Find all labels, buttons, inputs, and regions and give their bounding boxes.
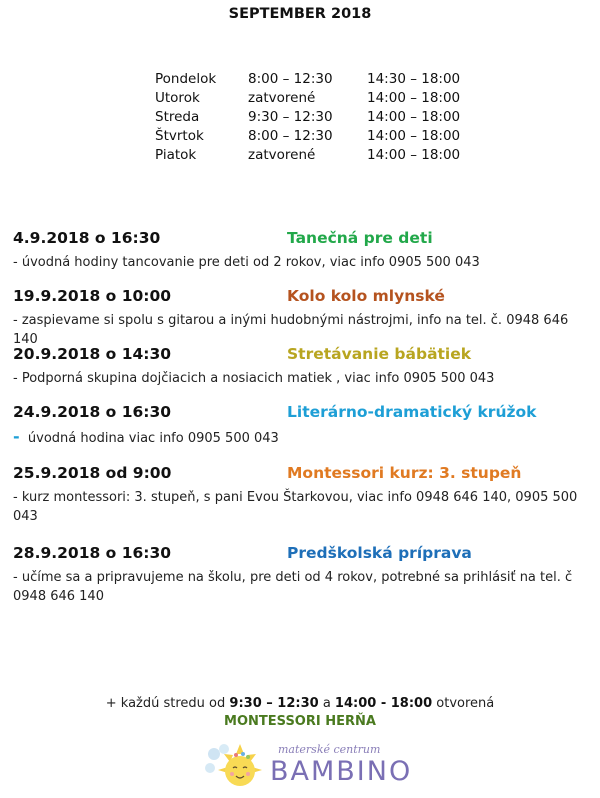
event-title: Predškolská príprava [287, 544, 472, 562]
event-date: 25.9.2018 od 9:00 [13, 464, 172, 482]
event-date: 20.9.2018 o 14:30 [13, 345, 172, 363]
event-item [13, 464, 588, 526]
day-label: Piatok [155, 147, 197, 163]
event-description: - úvodná hodiny tancovanie pre deti od 2 rokov, viac info 0905 500 043 [13, 255, 480, 270]
afternoon-hours: 14:00 – 18:00 [367, 109, 461, 125]
event-title: Stretávanie bábätiek [287, 345, 472, 363]
event-date: 24.9.2018 o 16:30 [13, 403, 172, 421]
footer-line [0, 695, 600, 713]
hours-row [155, 108, 495, 127]
event-title: Tanečná pre deti [287, 229, 433, 247]
bullet-dash: - [13, 427, 20, 446]
footer-prefix: + každú stredu od [105, 696, 230, 711]
morning-hours: zatvorené [248, 147, 316, 163]
hours-row [155, 127, 495, 146]
event-item [13, 287, 588, 349]
event-date: 19.9.2018 o 10:00 [13, 287, 172, 305]
event-title: Montessori kurz: 3. stupeň [287, 464, 522, 482]
opening-hours-table [155, 70, 495, 165]
afternoon-hours: 14:30 – 18:00 [367, 71, 461, 87]
event-item [13, 229, 588, 272]
logo-wordmark: BAMBINO [270, 756, 413, 787]
day-label: Streda [155, 109, 200, 125]
morning-hours: zatvorené [248, 90, 316, 106]
event-title: Literárno-dramatický krúžok [287, 403, 537, 421]
afternoon-hours: 14:00 – 18:00 [367, 147, 461, 163]
morning-hours: 8:00 – 12:30 [248, 71, 333, 87]
footer-time-1: 9:30 – 12:30 [229, 696, 319, 711]
hours-row [155, 89, 495, 108]
event-item [13, 345, 588, 388]
day-label: Štvrtok [155, 128, 204, 144]
page-title: SEPTEMBER 2018 [228, 6, 372, 22]
footer-mid: a [318, 696, 335, 711]
day-label: Utorok [155, 90, 200, 106]
footer-time-2: 14:00 - 18:00 [334, 696, 433, 711]
event-description: - kurz montessori: 3. stupeň, s pani Evou Štarkovou, viac info 0948 646 140, 0905 500 043 [13, 490, 578, 524]
day-label: Pondelok [155, 71, 217, 87]
hours-row [155, 146, 495, 165]
footer-note [0, 695, 600, 731]
event-description: - Podporná skupina dojčiacich a nosiacich matiek , viac info 0905 500 043 [13, 371, 495, 386]
event-date: 28.9.2018 o 16:30 [13, 544, 172, 562]
footer-suffix: otvorená [432, 696, 495, 711]
event-description [13, 427, 588, 448]
event-item [13, 403, 588, 448]
montessori-herna: MONTESSORI HERŇA [224, 714, 376, 729]
sun-logo-icon [200, 740, 275, 798]
event-description: - učíme sa a pripravujeme na školu, pre deti od 4 rokov, potrebné sa prihlásiť na tel. č 0948 646 140 [13, 570, 573, 604]
event-description-text: úvodná hodina viac info 0905 500 043 [27, 431, 279, 446]
afternoon-hours: 14:00 – 18:00 [367, 128, 461, 144]
hours-row [155, 70, 495, 89]
morning-hours: 9:30 – 12:30 [248, 109, 333, 125]
afternoon-hours: 14:00 – 18:00 [367, 90, 461, 106]
event-description: - zaspievame si spolu s gitarou a inými hudobnými nástrojmi, info na tel. č. 0948 646 140 [13, 313, 569, 347]
event-item [13, 544, 588, 606]
event-date: 4.9.2018 o 16:30 [13, 229, 161, 247]
event-title: Kolo kolo mlynské [287, 287, 445, 305]
logo-subtitle: materské centrum [278, 743, 381, 756]
morning-hours: 8:00 – 12:30 [248, 128, 333, 144]
bambino-logo [200, 740, 413, 798]
